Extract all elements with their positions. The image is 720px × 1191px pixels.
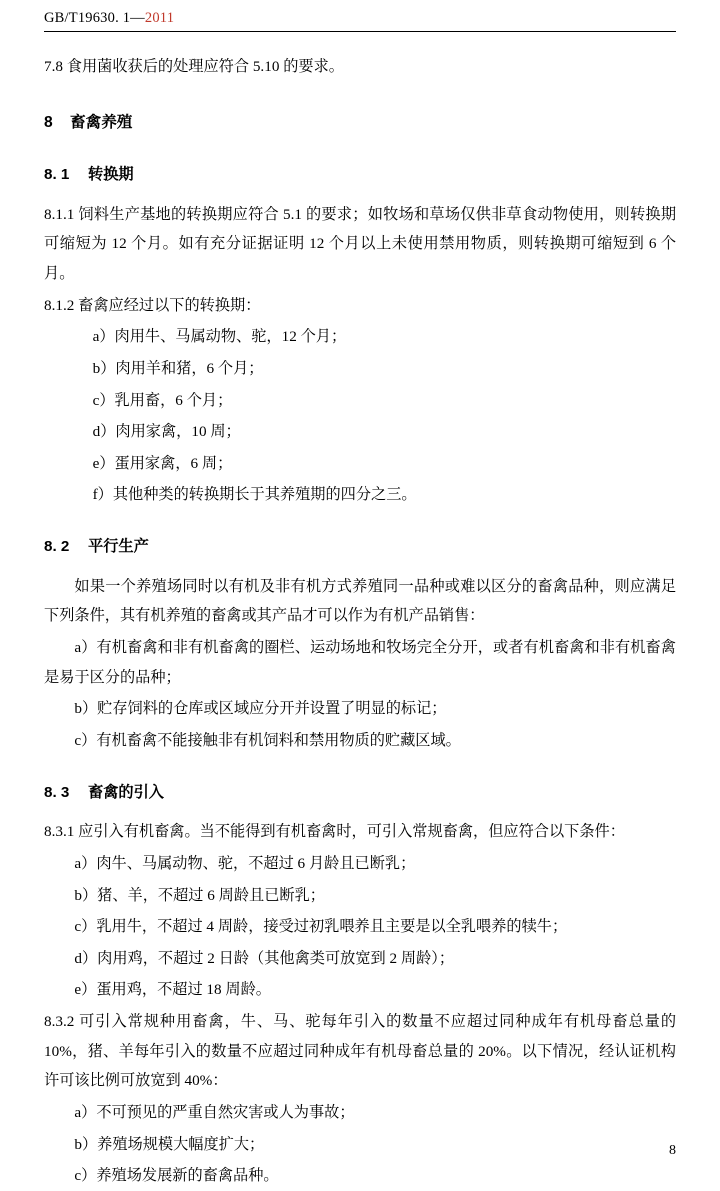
heading-section-8-2-title: 平行生产 xyxy=(88,538,149,556)
heading-section-8-1-number: 8. 1 xyxy=(44,166,70,184)
paragraph-8-1-1: 8.1.1 饲料生产基地的转换期应符合 5.1 的要求；如牧场和草场仅供非草食动物使用，则转换期可缩短为 12 个月。如有充分证据证明 12 个月以上未使用禁用物质，则转换期可缩短到 6 个月。 xyxy=(44,205,676,282)
heading-section-8-2 xyxy=(44,532,676,562)
paragraph-8-1-2: 8.1.2 畜禽应经过以下的转换期： xyxy=(44,296,261,314)
list-item: b）贮存饲料的仓库或区域应分开并设置了明显的标记； xyxy=(74,700,447,718)
standard-number: GB/T19630. 1— xyxy=(44,10,145,26)
list-item: c）有机畜禽不能接触非有机饲料和禁用物质的贮藏区域。 xyxy=(74,731,461,749)
heading-section-8-number: 8 xyxy=(44,113,53,131)
heading-section-8-3-title: 畜禽的引入 xyxy=(88,783,164,801)
list-item: c）养殖场发展新的畜禽品种。 xyxy=(74,1167,279,1185)
paragraph-8-2-intro: 如果一个养殖场同时以有机及非有机方式养殖同一品种或难以区分的畜禽品种，则应满足下列条件，其有机养殖的畜禽或其产品才可以作为有机产品销售： xyxy=(44,577,676,625)
heading-section-8-3 xyxy=(44,778,676,808)
list-item: b）肉用羊和猪，6 个月； xyxy=(92,359,264,377)
page-header xyxy=(44,0,676,32)
list-item: e）蛋用家禽，6 周； xyxy=(92,454,233,472)
document-body xyxy=(44,32,676,1191)
list-item: c）乳用牛，不超过 4 周龄，接受过初乳喂养且主要是以全乳喂养的犊牛； xyxy=(74,918,568,936)
list-item: d）肉用鸡，不超过 2 日龄（其他禽类可放宽到 2 周龄）； xyxy=(74,949,455,967)
list-item: d）肉用家禽，10 周； xyxy=(92,423,241,441)
list-item: a）有机畜禽和非有机畜禽的圈栏、运动场地和牧场完全分开，或者有机畜禽和非有机畜禽是易于区分的品种； xyxy=(44,639,676,686)
heading-section-8-3-number: 8. 3 xyxy=(44,783,70,801)
list-item: b）养殖场规模大幅度扩大； xyxy=(74,1135,265,1153)
list-item: e）蛋用鸡，不超过 18 周龄。 xyxy=(74,981,271,999)
paragraph-8-3-2: 8.3.2 可引入常规种用畜禽，牛、马、驼每年引入的数量不应超过同种成年有机母畜总量的 10%，猪、羊每年引入的数量不应超过同种成年有机母畜总量的 20%。以下情况，经认证机构许可该比例可放宽到 40%： xyxy=(44,1013,676,1090)
list-item: b）猪、羊，不超过 6 周龄且已断乳； xyxy=(74,886,325,904)
list-item: c）乳用畜，6 个月； xyxy=(92,391,233,409)
paragraph-8-3-1: 8.3.1 应引入有机畜禽。当不能得到有机畜禽时，可引入常规畜禽，但应符合以下条件： xyxy=(44,823,625,841)
intro-paragraph: 7.8 食用菌收获后的处理应符合 5.10 的要求。 xyxy=(44,58,344,75)
heading-section-8-2-number: 8. 2 xyxy=(44,538,70,556)
list-item: a）不可预见的严重自然灾害或人为事故； xyxy=(74,1103,355,1121)
page-number: 8 xyxy=(669,1143,676,1158)
list-item: f）其他种类的转换期长于其养殖期的四分之三。 xyxy=(92,486,417,504)
heading-section-8-1-title: 转换期 xyxy=(88,166,134,184)
standard-year: 2011 xyxy=(144,10,175,26)
heading-section-8-1 xyxy=(44,160,676,190)
list-item: a）肉用牛、马属动物、驼，12 个月； xyxy=(92,328,347,346)
heading-section-8 xyxy=(44,108,676,138)
heading-section-8-title: 畜禽养殖 xyxy=(70,113,133,131)
list-item: a）肉牛、马属动物、驼，不超过 6 月龄且已断乳； xyxy=(74,854,416,872)
